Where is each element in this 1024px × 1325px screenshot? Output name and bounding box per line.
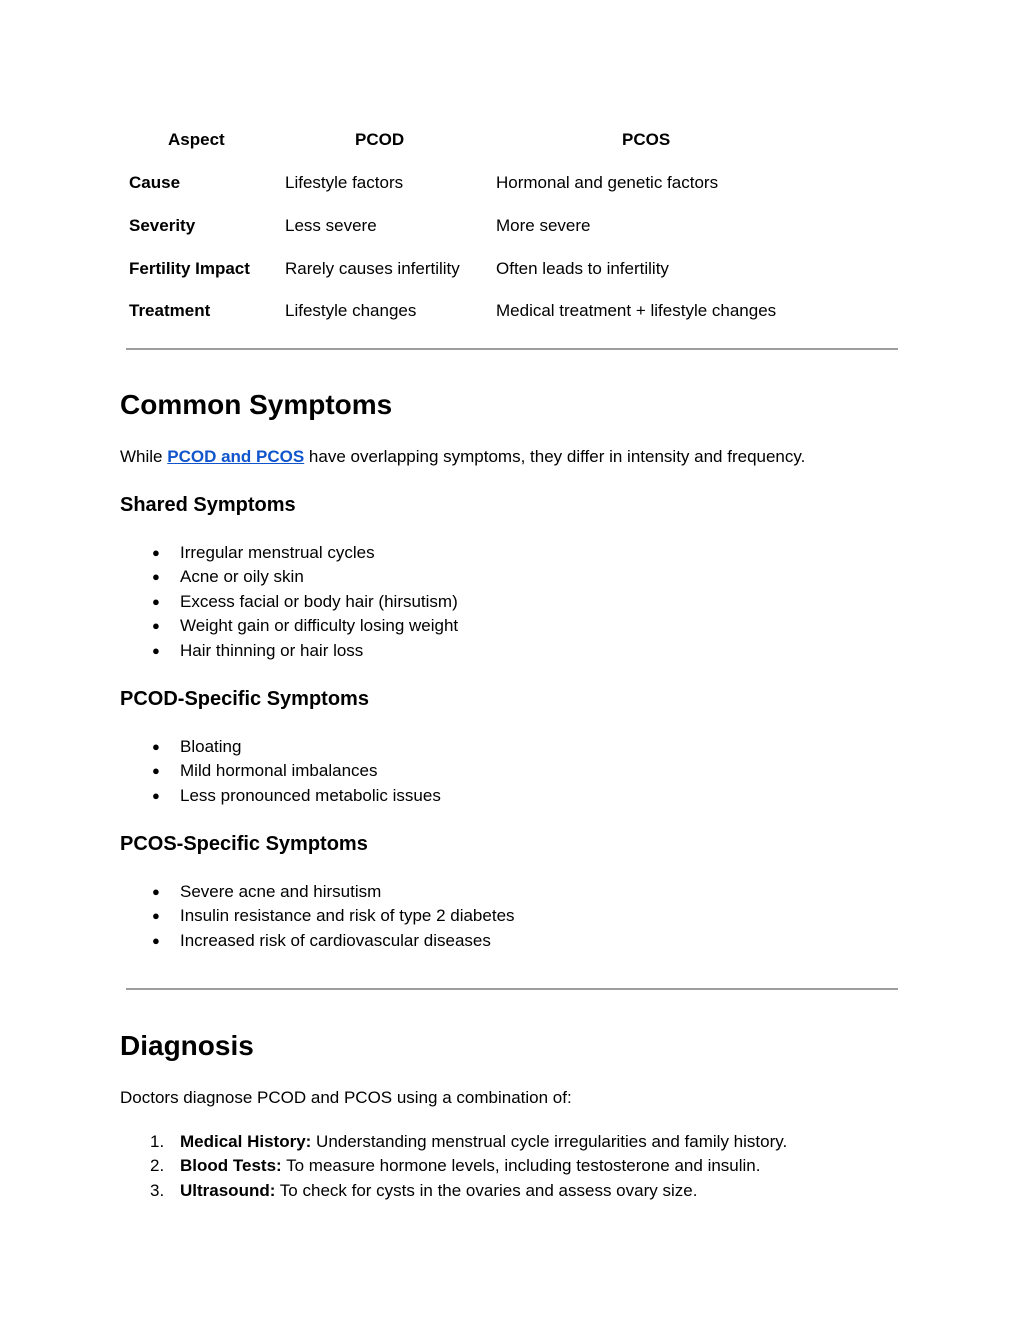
symptoms-intro-paragraph xyxy=(120,447,805,467)
diagnosis-intro-paragraph: Doctors diagnose PCOD and PCOS using a combination of: xyxy=(120,1088,572,1107)
horizontal-divider xyxy=(126,988,898,990)
intro-text-before: While xyxy=(120,447,168,466)
bullet-icon: ● xyxy=(152,932,160,948)
bullet-icon: ● xyxy=(152,545,160,560)
bullet-icon: ● xyxy=(152,763,160,779)
intro-text-after: have overlapping symptoms, they differ in intensity and frequency. xyxy=(304,447,806,466)
table-header-pcos: PCOS xyxy=(622,130,671,149)
section-heading-symptoms: Common Symptoms xyxy=(120,389,393,420)
table-cell-pcod: Rarely causes infertility xyxy=(285,259,460,278)
table-cell-pcos: More severe xyxy=(496,216,591,235)
item-text: To check for cysts in the ovaries and assess ovary size. xyxy=(275,1180,698,1200)
table-cell-pcos: Hormonal and genetic factors xyxy=(496,173,719,192)
item-label: Ultrasound: xyxy=(180,1180,276,1200)
section-heading-diagnosis: Diagnosis xyxy=(120,1030,254,1061)
table-cell-pcod: Less severe xyxy=(285,216,377,235)
table-cell-pcos: Medical treatment + lifestyle changes xyxy=(496,301,777,320)
bullet-icon: ● xyxy=(152,642,160,658)
table-cell-pcos: Often leads to infertility xyxy=(496,259,669,278)
item-label: Blood Tests: xyxy=(180,1156,282,1176)
bullet-icon: ● xyxy=(152,908,160,924)
table-cell-aspect: Severity xyxy=(129,216,196,235)
item-text: To measure hormone levels, including testosterone and insulin. xyxy=(281,1156,761,1176)
subheading-pcod-symptoms: PCOD-Specific Symptoms xyxy=(120,688,369,710)
pcod-pcos-link[interactable]: PCOD and PCOS xyxy=(167,447,305,466)
bullet-icon: ● xyxy=(152,593,160,609)
table-cell-pcod: Lifestyle changes xyxy=(285,301,417,320)
table-cell-pcod: Lifestyle factors xyxy=(285,173,404,192)
item-label: Medical History: xyxy=(180,1132,312,1151)
subheading-pcos-symptoms: PCOS-Specific Symptoms xyxy=(120,833,368,855)
bullet-icon: ● xyxy=(152,739,160,754)
table-header-aspect: Aspect xyxy=(168,130,225,149)
table-cell-aspect: Fertility Impact xyxy=(129,259,250,278)
table-cell-aspect: Treatment xyxy=(129,301,211,320)
bullet-icon: ● xyxy=(152,787,160,803)
table-cell-aspect: Cause xyxy=(129,173,181,192)
bullet-icon: ● xyxy=(152,884,160,899)
bullet-icon: ● xyxy=(152,569,160,585)
subheading-shared-symptoms: Shared Symptoms xyxy=(120,494,296,516)
list-number: 3. xyxy=(150,1180,165,1200)
table-header-pcod: PCOD xyxy=(355,130,405,149)
bullet-icon: ● xyxy=(152,618,160,634)
item-text: Understanding menstrual cycle irregularities and family history. xyxy=(311,1132,788,1151)
horizontal-divider xyxy=(126,348,898,350)
list-number: 1. xyxy=(150,1132,165,1151)
list-number: 2. xyxy=(150,1156,165,1176)
